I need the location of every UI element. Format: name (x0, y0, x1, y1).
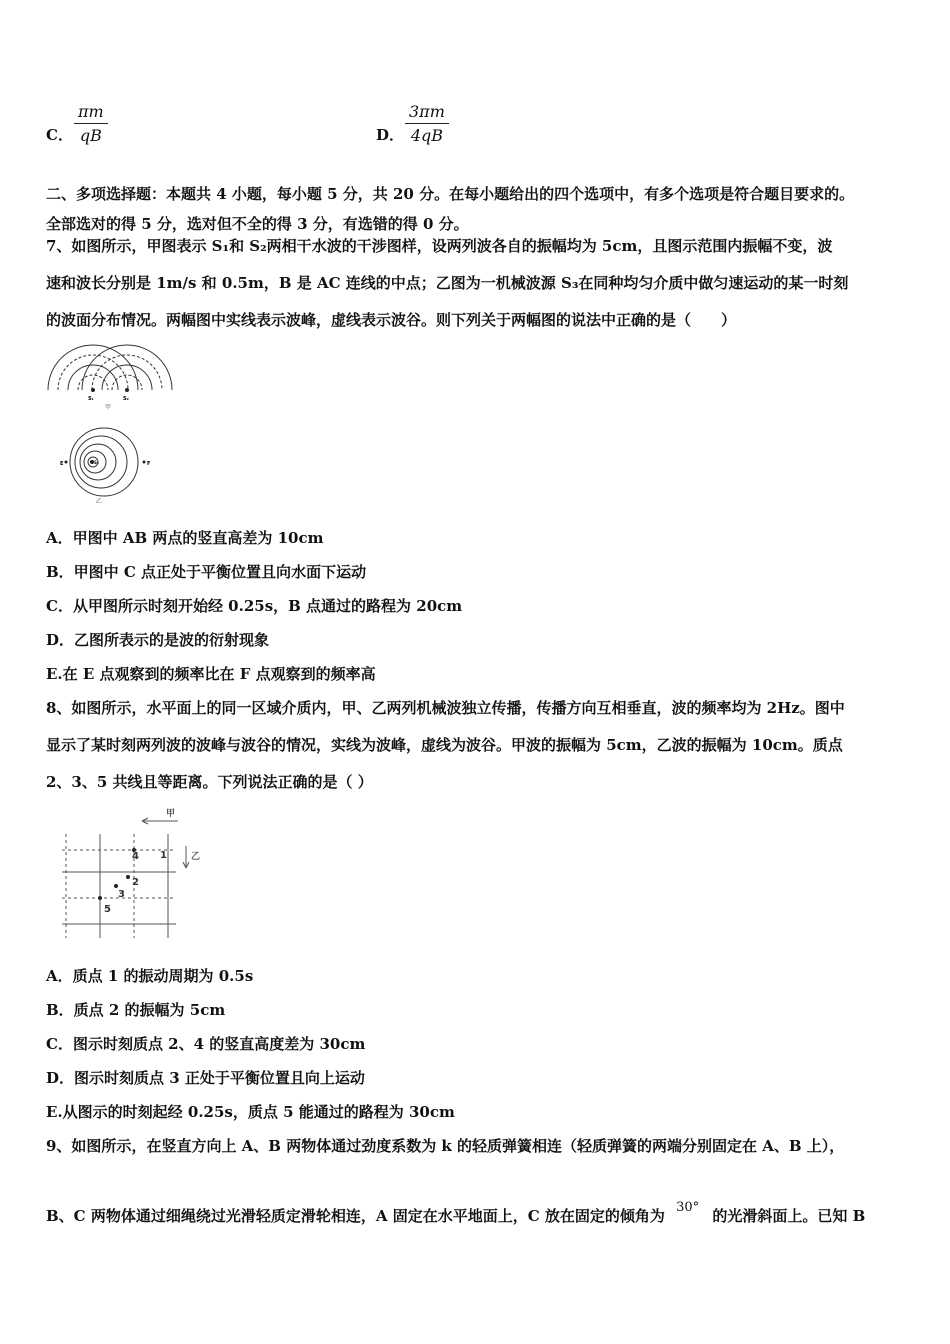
q7-figure-yi (58, 425, 154, 503)
q7-option-b: B．甲图中 C 点正处于平衡位置且向水面下运动 (46, 563, 367, 581)
fig-label-e: E (60, 461, 64, 467)
q8-line-3: 2、3、5 共线且等距离。下列说法正确的是（ ） (46, 773, 373, 791)
fig-caption-yi: 乙 (96, 498, 103, 505)
q8-option-a: A．质点 1 的振动周期为 0.5s (46, 967, 254, 985)
q8-option-e: E.从图示的时刻起经 0.25s，质点 5 能通过的路程为 30cm (46, 1103, 455, 1121)
fig-label-s3: S₃ (94, 460, 99, 465)
q9-line-2b: 的光滑斜面上。已知 B (712, 1207, 866, 1225)
question-9-line-2 (46, 1190, 908, 1226)
section-line-2: 全部选对的得 5 分，选对但不全的得 3 分，有选错的得 0 分。 (46, 215, 469, 233)
fraction-numerator: 3πm (405, 101, 449, 124)
fig-point-3: 3 (118, 889, 125, 900)
q7-line-2: 速和波长分别是 1m/s 和 0.5m，B 是 AC 连线的中点；乙图为一机械波源 S₃在同种均匀介质中做匀速运动的某一时刻 (46, 274, 849, 292)
q9-line-2a: B、C 两物体通过细绳绕过光滑轻质定滑轮相连，A 固定在水平地面上，C 放在固定的倾角为 (46, 1207, 665, 1225)
q9-angle: 30° (676, 1200, 700, 1215)
fraction-numerator: πm (74, 101, 108, 124)
q8-figure (58, 806, 218, 942)
q6-option-c-label: C． (46, 126, 73, 144)
fig-caption-jia: 甲 (105, 404, 112, 411)
q7-option-d: D．乙图所表示的是波的衍射现象 (46, 631, 270, 649)
fig-label-jia: 甲 (166, 809, 176, 819)
section-line-1: 二、多项选择题：本题共 4 小题，每小题 5 分，共 20 分。在每小题给出的四个选项中，有多个选项是符合题目要求的。 (46, 185, 855, 203)
fig-label-yi: 乙 (191, 852, 201, 862)
question-9-stem (46, 1128, 908, 1164)
fraction-denominator: 4qB (410, 126, 444, 145)
q8-option-c: C．图示时刻质点 2、4 的竖直高度差为 30cm (46, 1035, 366, 1053)
question-7-stem (46, 228, 908, 339)
q7-line-3: 的波面分布情况。两幅图中实线表示波峰，虚线表示波谷。则下列关于两幅图的说法中正确的是（ ） (46, 311, 737, 329)
fig-point-5: 5 (104, 904, 111, 915)
fig-point-4: 4 (132, 851, 139, 862)
q7-figure-jia (44, 340, 176, 402)
fig-point-1: 1 (160, 850, 167, 861)
fig-point-2: 2 (132, 877, 139, 888)
q8-line-1: 8、如图所示，水平面上的同一区域介质内，甲、乙两列机械波独立传播，传播方向互相垂直，波的频率均为 2Hz。图中 (46, 699, 845, 717)
fig-label-s2: S₂ (123, 396, 129, 402)
q9-line-1: 9、如图所示，在竖直方向上 A、B 两物体通过劲度系数为 k 的轻质弹簧相连（轻质弹簧的两端分别固定在 A、B 上）， (46, 1137, 845, 1155)
q8-option-d: D．图示时刻质点 3 正处于平衡位置且向上运动 (46, 1069, 365, 1087)
q7-option-a: A．甲图中 AB 两点的竖直高差为 10cm (46, 529, 324, 547)
question-8-stem (46, 690, 908, 801)
q6-option-c-fraction (74, 101, 108, 148)
fig-label-f: F (147, 461, 151, 467)
q7-option-c: C．从甲图所示时刻开始经 0.25s，B 点通过的路程为 20cm (46, 597, 463, 615)
q8-option-b: B．质点 2 的振幅为 5cm (46, 1001, 226, 1019)
q7-line-1: 7、如图所示，甲图表示 S₁和 S₂两相干水波的干涉图样，设两列波各自的振幅均为 5cm，且图示范围内振幅不变，波 (46, 237, 833, 255)
q6-option-d-label: D． (376, 126, 405, 144)
fraction-denominator: qB (79, 126, 102, 145)
q8-line-2: 显示了某时刻两列波的波峰与波谷的情况，实线为波峰，虚线为波谷。甲波的振幅为 5cm，乙波的振幅为 10cm。质点 (46, 736, 843, 754)
q6-option-d-fraction (405, 101, 449, 148)
fig-label-s1: S₁ (88, 396, 94, 402)
q7-option-e: E.在 E 点观察到的频率比在 F 点观察到的频率高 (46, 665, 376, 683)
